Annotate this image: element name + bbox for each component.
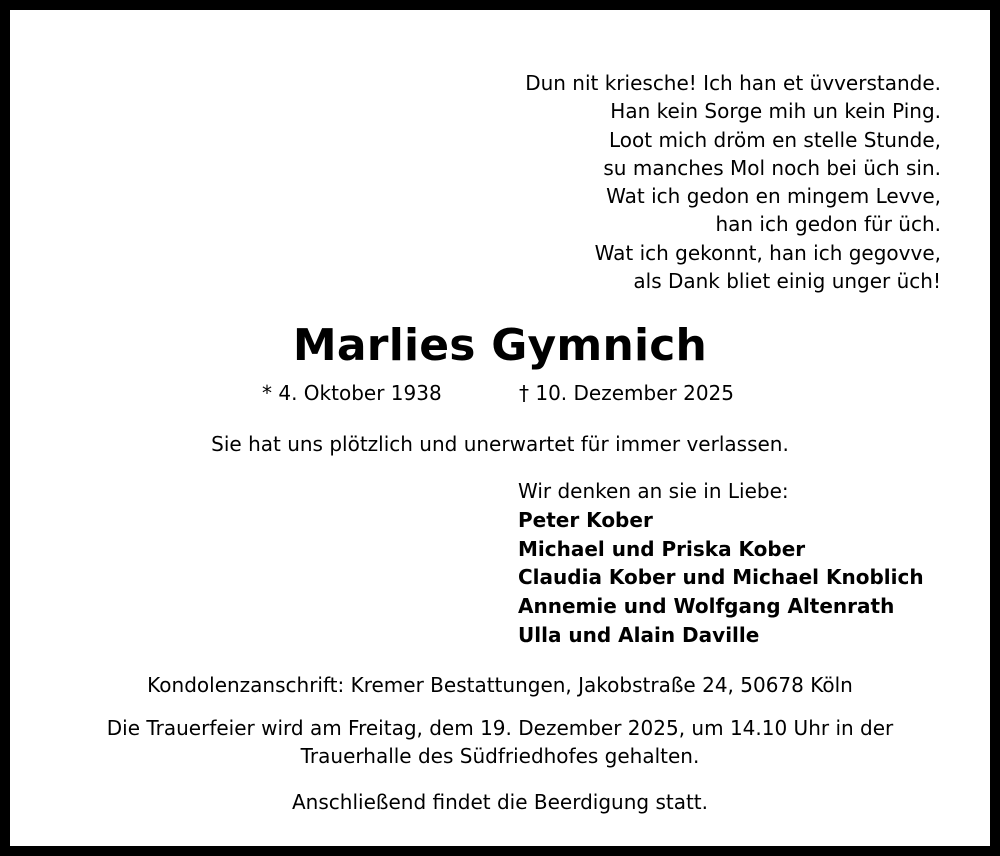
ceremony-line: Trauerhalle des Südfriedhofes gehalten. <box>300 744 700 768</box>
poem-line: su manches Mol noch bei üch sin. <box>603 155 941 180</box>
mourner-name: Ulla und Alain Daville <box>518 622 760 647</box>
poem-line: als Dank bliet einig unger üch! <box>633 269 941 294</box>
mourners-list <box>518 477 924 650</box>
poem-line: Loot mich dröm en stelle Stunde, <box>608 127 941 152</box>
mourners-intro: Wir denken an sie in Liebe: <box>518 479 789 503</box>
mourner-name: Michael und Priska Kober <box>518 536 806 561</box>
death-date: † 10. Dezember 2025 <box>519 381 734 405</box>
poem-line: han ich gedon für üch. <box>715 212 941 237</box>
condolence-address: Kondolenzanschrift: Kremer Bestattungen, Jakobstraße 24, 50678 Köln <box>147 673 853 697</box>
mourner-name: Peter Kober <box>518 507 653 532</box>
poem <box>525 69 941 295</box>
poem-line: Wat ich gedon en mingem Levve, <box>606 184 941 209</box>
ceremony-line: Die Trauerfeier wird am Freitag, dem 19. Dezember 2025, um 14.10 Uhr in der <box>106 716 894 740</box>
poem-line: Han kein Sorge mih un kein Ping. <box>610 99 941 124</box>
mourner-name: Annemie und Wolfgang Altenrath <box>518 594 895 619</box>
poem-line: Wat ich gekonnt, han ich gegovve, <box>594 240 941 265</box>
poem-line: Dun nit kriesche! Ich han et üvverstande. <box>525 71 941 95</box>
deceased-name: Marlies Gymnich <box>292 320 708 371</box>
farewell-message: Sie hat uns plötzlich und unerwartet für immer verlassen. <box>211 432 789 456</box>
birth-date: * 4. Oktober 1938 <box>262 381 442 405</box>
burial-info: Anschließend findet die Beerdigung statt. <box>292 790 708 814</box>
mourner-name: Claudia Kober und Michael Knoblich <box>518 565 924 590</box>
ceremony-info <box>10 714 990 770</box>
